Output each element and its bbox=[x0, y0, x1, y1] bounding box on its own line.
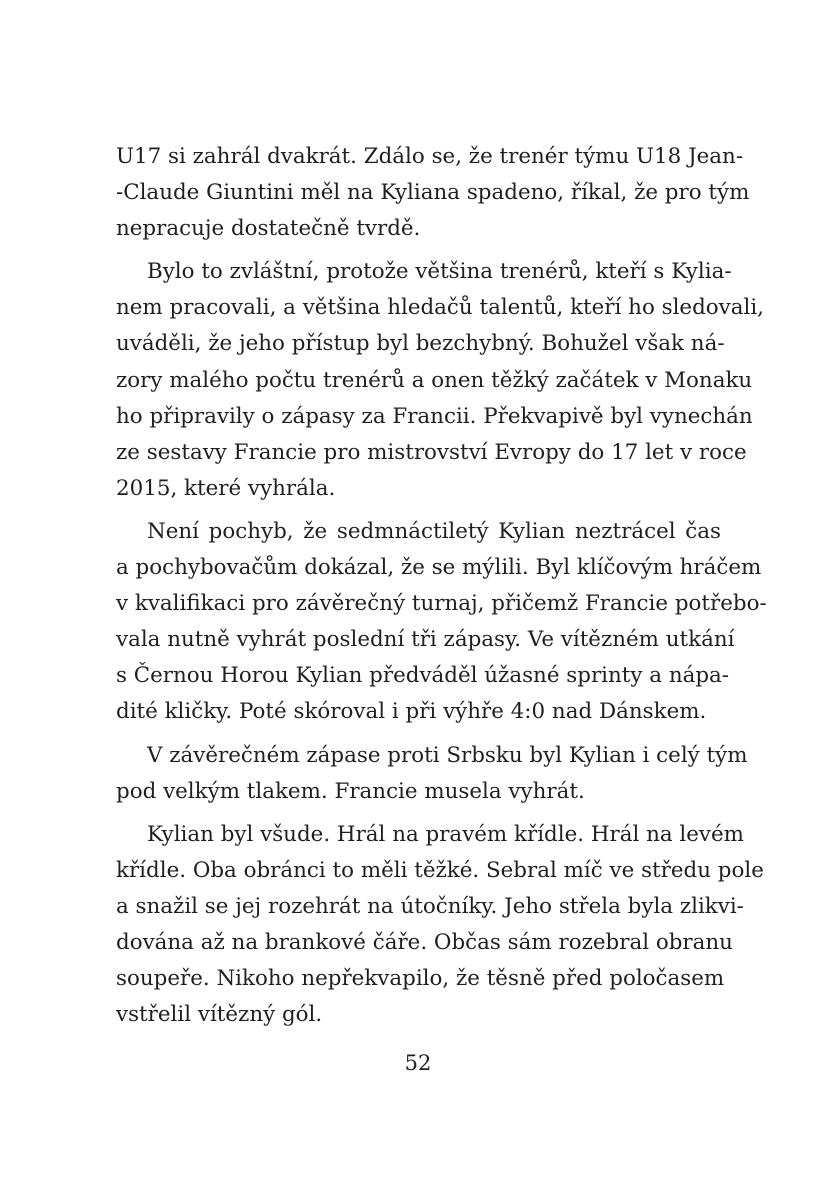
text-line: v kvalifikaci pro závěrečný turnaj, přičemž Francie potřebo- bbox=[116, 591, 767, 617]
body-text bbox=[116, 139, 767, 1033]
text-line: dité kličky. Poté skóroval i při výhře 4:0 nad Dánskem. bbox=[116, 699, 707, 725]
paragraph-1 bbox=[116, 139, 750, 247]
text-line: vstřelil vítězný gól. bbox=[116, 1002, 323, 1028]
text-line: U17 si zahrál dvakrát. Zdálo se, že trenér týmu U18 Jean- bbox=[116, 144, 744, 169]
paragraph-5 bbox=[116, 817, 764, 1034]
text-line: nem pracovali, a většina hledačů talentů, kteří ho sledovali, bbox=[116, 295, 764, 321]
text-line: -Claude Giuntini měl na Kyliana spadeno, říkal, že pro tým bbox=[116, 180, 750, 206]
paragraph-2 bbox=[116, 254, 764, 507]
text-line: a snažil se jej rozehrát na útočníky. Jeho střela byla zlikvi- bbox=[116, 893, 744, 919]
text-line: V závěrečném zápase proti Srbsku byl Kylian i celý tým bbox=[147, 742, 748, 768]
page-number: 52 bbox=[404, 1051, 432, 1075]
text-line: nepracuje dostatečně tvrdě. bbox=[116, 216, 421, 242]
text-line: ho připravily o zápasy za Francii. Překvapivě byl vynechán bbox=[116, 403, 753, 429]
text-line: dována až na brankové čáře. Občas sám rozebral obranu bbox=[116, 929, 733, 955]
text-line: křídle. Oba obránci to měli těžké. Sebral míč ve středu pole bbox=[116, 857, 764, 883]
text-line: ze sestavy Francie pro mistrovství Evropy do 17 let v roce bbox=[116, 439, 747, 465]
text-line: soupeře. Nikoho nepřekvapilo, že těsně před poločasem bbox=[116, 966, 725, 992]
text-line: Není pochyb, že sedmnáctiletý Kylian neztrácel čas bbox=[147, 518, 721, 544]
text-line: zory malého počtu trenérů a onen těžký začátek v Monaku bbox=[116, 367, 753, 393]
text-line: 2015, které vyhrála. bbox=[116, 475, 336, 501]
text-line: uváděli, že jeho přístup byl bezchybný. Bohužel však ná- bbox=[116, 331, 725, 357]
text-line: Kylian byl všude. Hrál na pravém křídle. Hrál na levém bbox=[147, 821, 744, 847]
paragraph-4 bbox=[116, 738, 748, 810]
text-line: Bylo to zvláštní, protože většina trenérů, kteří s Kylia- bbox=[147, 259, 732, 285]
text-line: vala nutně vyhrát poslední tři zápasy. Ve vítězném utkání bbox=[116, 627, 735, 653]
paragraph-3 bbox=[116, 514, 767, 731]
text-line: s Černou Horou Kylian předváděl úžasné sprinty a nápa- bbox=[116, 663, 730, 689]
text-line: pod velkým tlakem. Francie musela vyhrát. bbox=[116, 778, 585, 804]
text-line: a pochybovačům dokázal, že se mýlili. Byl klíčovým hráčem bbox=[116, 555, 762, 581]
